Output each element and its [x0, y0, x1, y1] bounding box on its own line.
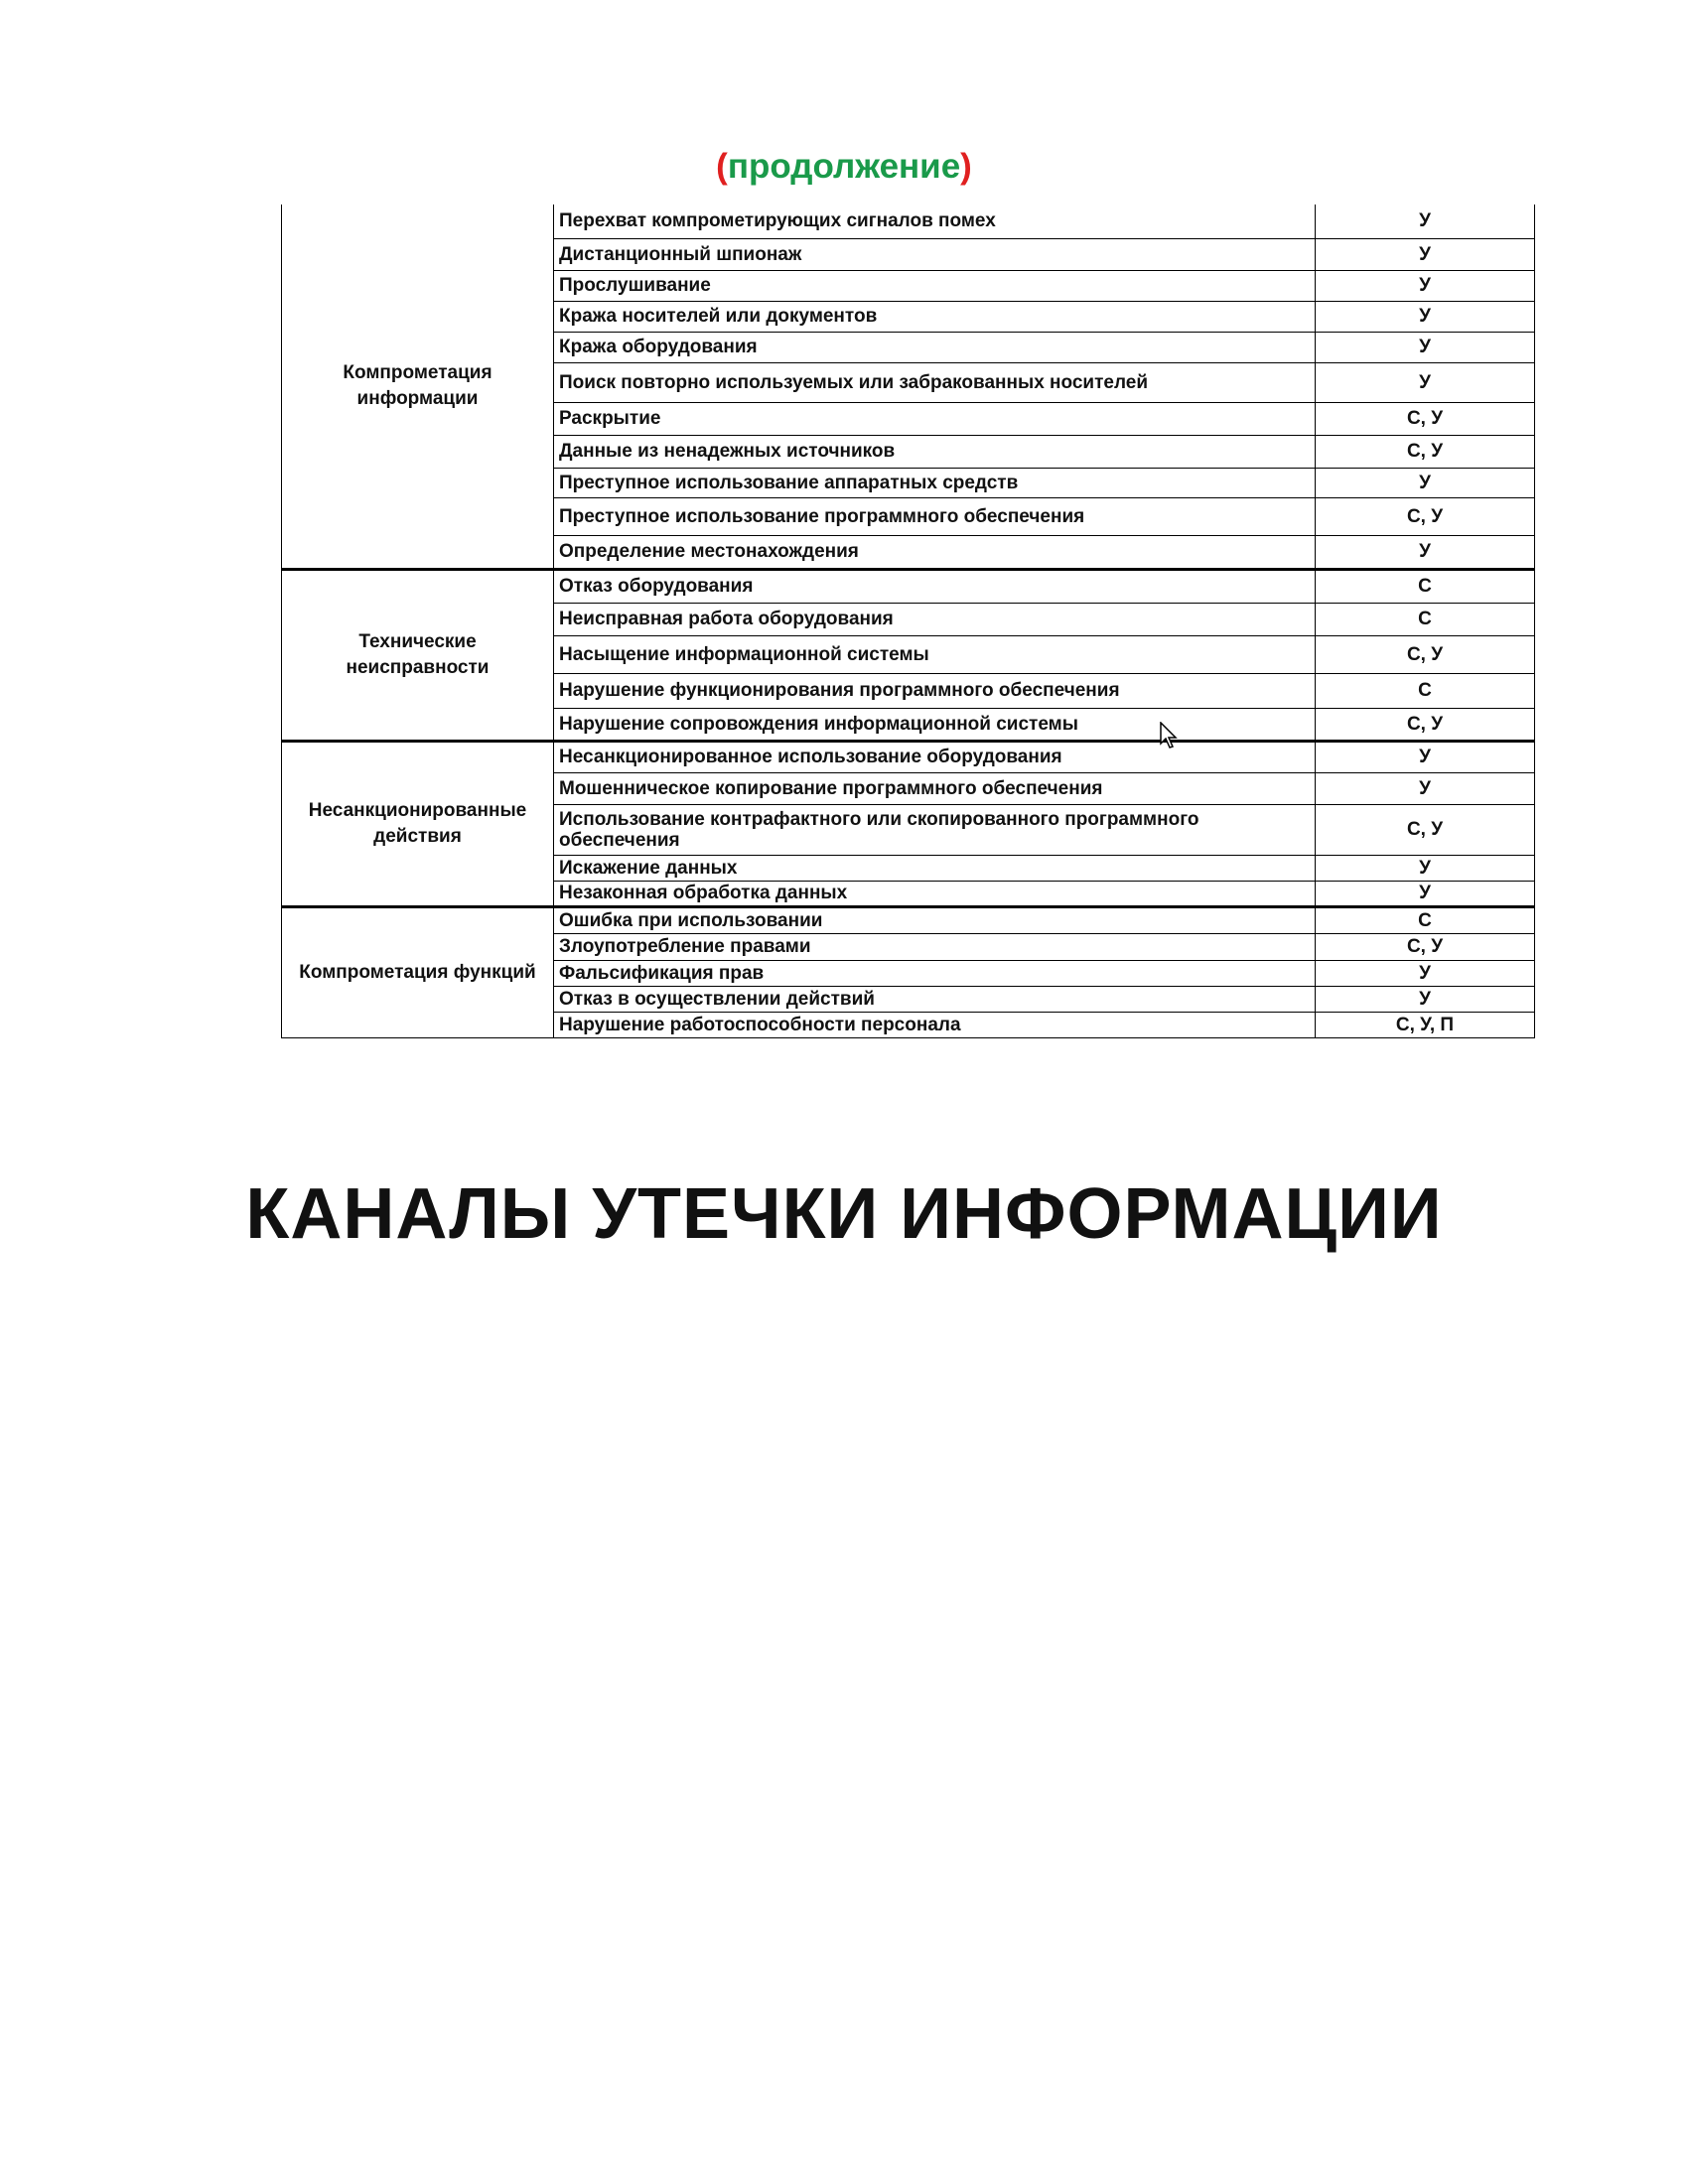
threat-cell: Прослушивание [554, 270, 1316, 301]
threat-type-cell: У [1316, 301, 1535, 332]
threat-type-cell: С [1316, 673, 1535, 708]
category-cell: Несанкционированные действия [282, 741, 554, 906]
threat-cell: Неисправная работа оборудования [554, 603, 1316, 635]
threat-type-cell: У [1316, 855, 1535, 881]
threat-cell: Перехват компрометирующих сигналов помех [554, 205, 1316, 238]
continuation-word: продолжение [727, 147, 961, 186]
threat-type-cell: С, У [1316, 635, 1535, 673]
open-paren: ( [716, 147, 728, 186]
threat-cell: Фальсификация прав [554, 960, 1316, 986]
threat-type-cell: С, У [1316, 435, 1535, 468]
threat-type-cell: У [1316, 960, 1535, 986]
threat-cell: Поиск повторно используемых или забракованных носителей [554, 362, 1316, 402]
threat-type-cell: С, У [1316, 804, 1535, 855]
threat-cell: Раскрытие [554, 402, 1316, 435]
threat-cell: Дистанционный шпионаж [554, 238, 1316, 270]
threat-cell: Искажение данных [554, 855, 1316, 881]
threat-cell: Нарушение сопровождения информационной системы [554, 708, 1316, 741]
threat-type-cell: У [1316, 332, 1535, 362]
threat-type-cell: С, У [1316, 497, 1535, 535]
threat-cell: Использование контрафактного или скопированного программного обеспечения [554, 804, 1316, 855]
continuation-label [0, 145, 1688, 189]
threat-type-cell: У [1316, 362, 1535, 402]
threat-type-cell: С [1316, 603, 1535, 635]
threat-type-cell: С, У [1316, 933, 1535, 960]
threat-type-cell: У [1316, 535, 1535, 569]
threat-cell: Нарушение работоспособности персонала [554, 1012, 1316, 1037]
category-cell: Компрометация информации [282, 205, 554, 569]
threat-cell: Незаконная обработка данных [554, 881, 1316, 906]
table-row [282, 741, 1535, 772]
close-paren: ) [960, 147, 972, 186]
threat-cell: Насыщение информационной системы [554, 635, 1316, 673]
threat-type-cell: С, У, П [1316, 1012, 1535, 1037]
threat-cell: Отказ в осуществлении действий [554, 986, 1316, 1012]
threat-type-cell: У [1316, 238, 1535, 270]
threat-cell: Данные из ненадежных источников [554, 435, 1316, 468]
threat-type-cell: У [1316, 468, 1535, 497]
category-cell: Компрометация функций [282, 906, 554, 1037]
threat-type-cell: С, У [1316, 708, 1535, 741]
threat-type-cell: У [1316, 205, 1535, 238]
threat-cell: Преступное использование аппаратных средств [554, 468, 1316, 497]
table-row [282, 205, 1535, 238]
table-row [282, 569, 1535, 603]
threat-cell: Кража носителей или документов [554, 301, 1316, 332]
threat-type-cell: У [1316, 881, 1535, 906]
threat-type-cell: У [1316, 986, 1535, 1012]
threat-type-cell: У [1316, 741, 1535, 772]
table-row [282, 906, 1535, 933]
mouse-pointer-icon [1160, 722, 1180, 750]
threat-cell: Нарушение функционирования программного обеспечения [554, 673, 1316, 708]
threat-type-cell: С [1316, 906, 1535, 933]
threat-cell: Мошенническое копирование программного обеспечения [554, 772, 1316, 804]
threat-cell: Отказ оборудования [554, 569, 1316, 603]
threat-cell: Определение местонахождения [554, 535, 1316, 569]
threat-cell: Преступное использование программного обеспечения [554, 497, 1316, 535]
threat-type-cell: С, У [1316, 402, 1535, 435]
threats-table-body [282, 205, 1535, 1037]
category-cell: Технические неисправности [282, 569, 554, 741]
section-heading: КАНАЛЫ УТЕЧКИ ИНФОРМАЦИИ [245, 1174, 1443, 1254]
threat-type-cell: У [1316, 772, 1535, 804]
threat-cell: Несанкционированное использование оборудования [554, 741, 1316, 772]
threat-cell: Злоупотребление правами [554, 933, 1316, 960]
threat-cell: Ошибка при использовании [554, 906, 1316, 933]
threat-type-cell: У [1316, 270, 1535, 301]
threat-type-cell: С [1316, 569, 1535, 603]
threats-table [281, 205, 1535, 1038]
threat-cell: Кража оборудования [554, 332, 1316, 362]
